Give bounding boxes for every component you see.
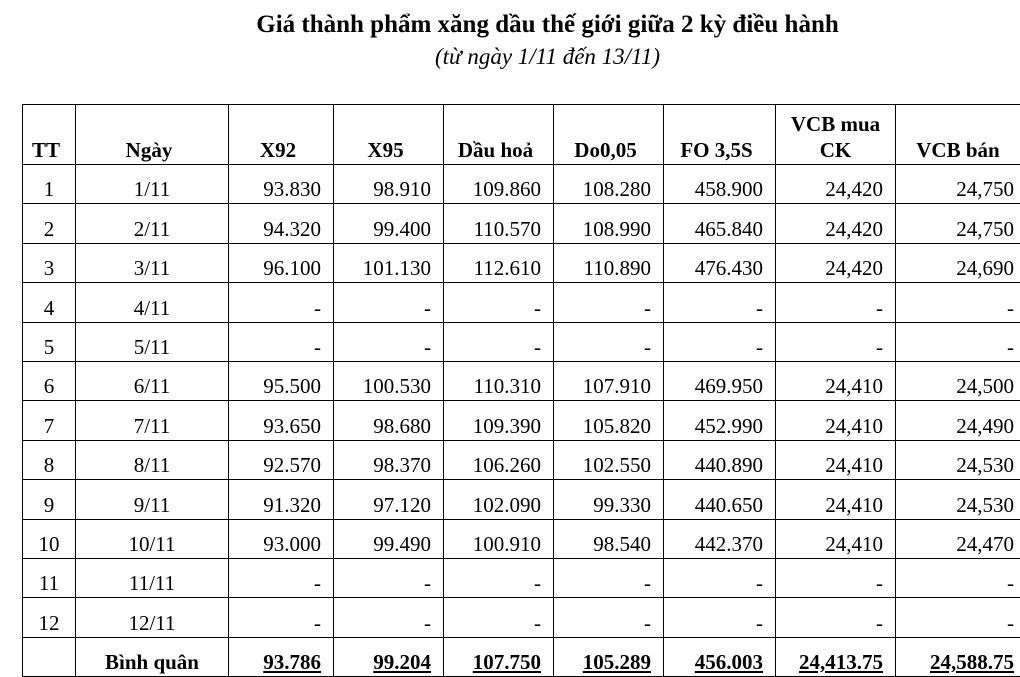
table-row [23, 361, 1020, 400]
cell-kerosene: 109.390 [444, 401, 554, 440]
cell-do005: - [554, 283, 664, 322]
cell-tt: 3 [23, 243, 76, 282]
cell-x92: 91.320 [229, 480, 334, 519]
cell-vcb-sell: 24,530 [896, 480, 1020, 519]
fuel-price-table [22, 104, 1020, 677]
cell-date: 7/11 [76, 401, 229, 440]
cell-x92: 93.830 [229, 165, 334, 204]
average-x92: 93.786 [229, 637, 334, 676]
cell-x92: 94.320 [229, 204, 334, 243]
cell-kerosene: 112.610 [444, 243, 554, 282]
average-tt [23, 637, 76, 676]
header-x95: X95 [334, 105, 444, 165]
cell-x92: - [229, 283, 334, 322]
average-do005: 105.289 [554, 637, 664, 676]
average-vcb-buy: 24,413.75 [776, 637, 896, 676]
cell-vcb-buy: 24,410 [776, 480, 896, 519]
table-row [23, 558, 1020, 597]
cell-fo: 452.990 [664, 401, 776, 440]
cell-fo: 458.900 [664, 165, 776, 204]
cell-vcb-buy: 24,420 [776, 243, 896, 282]
cell-vcb-sell: - [896, 558, 1020, 597]
cell-x95: 100.530 [334, 361, 444, 400]
cell-x95: - [334, 598, 444, 637]
cell-x92: - [229, 558, 334, 597]
cell-kerosene: 100.910 [444, 519, 554, 558]
cell-vcb-buy: 24,410 [776, 440, 896, 479]
cell-date: 5/11 [76, 322, 229, 361]
cell-fo: 440.650 [664, 480, 776, 519]
cell-vcb-buy: 24,410 [776, 361, 896, 400]
cell-date: 2/11 [76, 204, 229, 243]
cell-do005: 99.330 [554, 480, 664, 519]
cell-do005: - [554, 322, 664, 361]
cell-tt: 11 [23, 558, 76, 597]
cell-date: 9/11 [76, 480, 229, 519]
cell-x92: 95.500 [229, 361, 334, 400]
cell-kerosene: 109.860 [444, 165, 554, 204]
page-subtitle: (từ ngày 1/11 đến 13/11) [0, 42, 1020, 72]
table-header-row [23, 105, 1020, 165]
header-kerosene: Dầu hoả [444, 105, 554, 165]
cell-vcb-sell: 24,490 [896, 401, 1020, 440]
page-title: Giá thành phẩm xăng dầu thế giới giữa 2 kỳ điều hành [0, 10, 1020, 40]
cell-tt: 10 [23, 519, 76, 558]
cell-date: 6/11 [76, 361, 229, 400]
average-fo: 456.003 [664, 637, 776, 676]
cell-tt: 5 [23, 322, 76, 361]
table-row [23, 165, 1020, 204]
cell-x92: - [229, 322, 334, 361]
cell-tt: 9 [23, 480, 76, 519]
cell-kerosene: - [444, 283, 554, 322]
cell-vcb-buy: 24,420 [776, 204, 896, 243]
cell-vcb-sell: 24,750 [896, 204, 1020, 243]
cell-fo: - [664, 283, 776, 322]
header-date: Ngày [76, 105, 229, 165]
cell-tt: 6 [23, 361, 76, 400]
cell-vcb-sell: - [896, 598, 1020, 637]
cell-vcb-buy: 24,420 [776, 165, 896, 204]
average-vcb-sell: 24,588.75 [896, 637, 1020, 676]
cell-tt: 7 [23, 401, 76, 440]
cell-x95: 101.130 [334, 243, 444, 282]
cell-x95: - [334, 322, 444, 361]
cell-kerosene: 110.310 [444, 361, 554, 400]
cell-fo: - [664, 322, 776, 361]
cell-tt: 4 [23, 283, 76, 322]
cell-date: 11/11 [76, 558, 229, 597]
cell-vcb-buy: 24,410 [776, 519, 896, 558]
cell-x92: - [229, 598, 334, 637]
cell-tt: 8 [23, 440, 76, 479]
cell-vcb-sell: - [896, 322, 1020, 361]
cell-tt: 1 [23, 165, 76, 204]
table-row [23, 283, 1020, 322]
cell-vcb-buy: - [776, 322, 896, 361]
cell-date: 3/11 [76, 243, 229, 282]
cell-do005: 98.540 [554, 519, 664, 558]
header-fo: FO 3,5S [664, 105, 776, 165]
cell-do005: 108.990 [554, 204, 664, 243]
cell-date: 10/11 [76, 519, 229, 558]
table-row [23, 598, 1020, 637]
cell-x95: 98.910 [334, 165, 444, 204]
table-body [23, 165, 1020, 638]
cell-vcb-sell: 24,500 [896, 361, 1020, 400]
header-do005: Do0,05 [554, 105, 664, 165]
cell-fo: 465.840 [664, 204, 776, 243]
cell-fo: 440.890 [664, 440, 776, 479]
cell-vcb-sell: 24,470 [896, 519, 1020, 558]
cell-vcb-buy: 24,410 [776, 401, 896, 440]
cell-x95: - [334, 558, 444, 597]
cell-vcb-sell: 24,530 [896, 440, 1020, 479]
cell-x95: 98.370 [334, 440, 444, 479]
cell-fo: - [664, 558, 776, 597]
cell-do005: - [554, 558, 664, 597]
cell-fo: - [664, 598, 776, 637]
table-row [23, 204, 1020, 243]
average-row [23, 637, 1020, 676]
average-x95: 99.204 [334, 637, 444, 676]
table-row [23, 440, 1020, 479]
table-row [23, 480, 1020, 519]
cell-do005: - [554, 598, 664, 637]
cell-kerosene: - [444, 598, 554, 637]
header-vcb-sell: VCB bán [896, 105, 1020, 165]
cell-vcb-sell: 24,750 [896, 165, 1020, 204]
cell-date: 12/11 [76, 598, 229, 637]
header-vcb-buy: VCB mua CK [776, 105, 896, 165]
cell-do005: 105.820 [554, 401, 664, 440]
cell-do005: 110.890 [554, 243, 664, 282]
cell-fo: 476.430 [664, 243, 776, 282]
cell-vcb-sell: - [896, 283, 1020, 322]
cell-x92: 93.000 [229, 519, 334, 558]
cell-tt: 12 [23, 598, 76, 637]
cell-fo: 469.950 [664, 361, 776, 400]
table-row [23, 401, 1020, 440]
cell-date: 4/11 [76, 283, 229, 322]
cell-kerosene: - [444, 558, 554, 597]
cell-x92: 93.650 [229, 401, 334, 440]
table-row [23, 322, 1020, 361]
table-row [23, 243, 1020, 282]
header-tt: TT [23, 105, 76, 165]
cell-kerosene: 110.570 [444, 204, 554, 243]
cell-do005: 107.910 [554, 361, 664, 400]
cell-x92: 92.570 [229, 440, 334, 479]
cell-x92: 96.100 [229, 243, 334, 282]
cell-date: 1/11 [76, 165, 229, 204]
cell-x95: 97.120 [334, 480, 444, 519]
cell-x95: 99.490 [334, 519, 444, 558]
cell-vcb-sell: 24,690 [896, 243, 1020, 282]
cell-fo: 442.370 [664, 519, 776, 558]
cell-tt: 2 [23, 204, 76, 243]
cell-do005: 102.550 [554, 440, 664, 479]
cell-x95: 99.400 [334, 204, 444, 243]
cell-kerosene: 102.090 [444, 480, 554, 519]
table-row [23, 519, 1020, 558]
average-kerosene: 107.750 [444, 637, 554, 676]
cell-vcb-buy: - [776, 283, 896, 322]
cell-kerosene: 106.260 [444, 440, 554, 479]
cell-kerosene: - [444, 322, 554, 361]
header-x92: X92 [229, 105, 334, 165]
cell-x95: - [334, 283, 444, 322]
cell-date: 8/11 [76, 440, 229, 479]
average-label: Bình quân [76, 637, 229, 676]
cell-vcb-buy: - [776, 598, 896, 637]
cell-x95: 98.680 [334, 401, 444, 440]
cell-vcb-buy: - [776, 558, 896, 597]
cell-do005: 108.280 [554, 165, 664, 204]
